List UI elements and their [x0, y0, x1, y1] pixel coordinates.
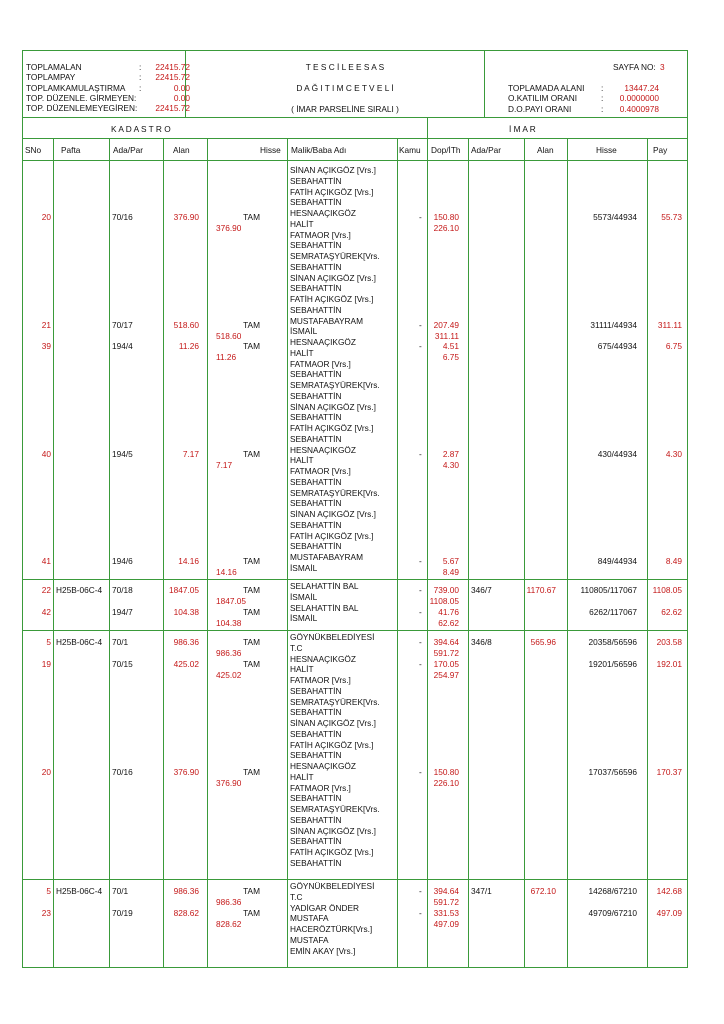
- owner-name: GÖYNÜKBELEDİYESİ: [290, 881, 375, 891]
- owner-name: SEBAHATTİN: [290, 498, 342, 509]
- column-header-10: Hisse: [596, 145, 617, 155]
- owner-name: SEBAHATTİN: [290, 793, 342, 804]
- row-hisse-area: 986.36: [216, 647, 242, 658]
- owner-name: MUSTAFA: [290, 913, 329, 924]
- row-imar-ada-par: 347/1: [471, 886, 492, 896]
- summary-colon: :: [139, 62, 142, 72]
- column-divider: [647, 138, 648, 967]
- section-divider: [23, 138, 687, 139]
- row-sno: 40: [41, 449, 51, 459]
- row-imar-alan: 1170.67: [526, 585, 556, 595]
- row-alan: 828.62: [173, 908, 199, 918]
- row-pafta: H25B-06C-4: [56, 585, 103, 595]
- owner-name: SEBAHATTİN: [290, 728, 342, 739]
- row-pay: 192.01: [656, 659, 682, 669]
- owner-name: HALİT: [290, 771, 314, 782]
- row-imar-ada-par: 346/7: [471, 585, 492, 595]
- row-alan: 986.36: [173, 886, 199, 896]
- owner-name: SEBAHATTİN: [290, 240, 342, 251]
- row-hisse-area: 425.02: [216, 669, 242, 680]
- column-divider: [53, 138, 54, 967]
- row-pay: 311.11: [657, 320, 682, 330]
- row-dop: 41.76: [438, 607, 459, 617]
- column-divider: [427, 117, 428, 967]
- row-kamu: -: [419, 767, 422, 777]
- row-dop: 207.49: [433, 320, 459, 330]
- owner-name: FATİH AÇIKGÖZ [Vrs.]: [290, 530, 374, 541]
- owner-name: SİNAN AÇIKGÖZ [Vrs.]: [290, 401, 376, 412]
- row-hisse-area: 828.62: [216, 918, 242, 929]
- row-imar-hisse: 6262/117067: [589, 607, 637, 617]
- row-sno: 41: [41, 556, 51, 566]
- document-order-note: ( İMAR PARSELİNE SIRALI ): [291, 104, 399, 114]
- column-header-0: SNo: [25, 145, 42, 155]
- row-pay: 8.49: [665, 556, 682, 566]
- row-hisse: TAM: [243, 767, 260, 777]
- row-imar-hisse: 430/44934: [597, 449, 637, 459]
- column-divider: [397, 138, 398, 967]
- document-title: T E S C İ L E E S A S: [305, 62, 385, 72]
- row-imar-hisse: 17037/56596: [588, 767, 637, 777]
- column-divider: [524, 138, 525, 967]
- row-dop: 2.87: [442, 449, 459, 459]
- owner-name: SEBAHATTİN: [290, 519, 342, 530]
- summary-value: 22415.72: [155, 103, 190, 114]
- row-ith: 311.11: [434, 330, 459, 341]
- row-dop: 150.80: [433, 767, 459, 777]
- right-summary-label: O.KATILIM ORANI: [508, 93, 577, 104]
- row-alan: 376.90: [173, 212, 199, 222]
- row-ith: 62.62: [438, 617, 459, 628]
- owner-name: SİNAN AÇIKGÖZ [Vrs.]: [290, 509, 376, 519]
- owner-name: SİNAN AÇIKGÖZ [Vrs.]: [290, 825, 376, 836]
- owner-name: FATMAOR [Vrs.]: [290, 782, 351, 793]
- row-kamu: -: [419, 585, 422, 595]
- owner-name: HESNAAÇIKGÖZ: [290, 444, 356, 455]
- header-divider: [23, 117, 687, 118]
- row-sno: 39: [41, 341, 51, 351]
- row-alan: 14.16: [178, 556, 199, 566]
- column-divider: [109, 138, 110, 967]
- owner-name: SEBAHATTİN: [290, 685, 342, 696]
- column-header-divider: [23, 160, 687, 161]
- row-ith: 226.10: [433, 222, 459, 233]
- right-summary-value: 13447.24: [624, 83, 659, 93]
- row-kamu: -: [419, 637, 422, 647]
- row-hisse-area: 104.38: [216, 617, 242, 628]
- row-ith: 591.72: [433, 647, 459, 658]
- summary-label: TOP. DÜZENLEMEYEGİREN:: [26, 103, 138, 114]
- owner-name: SEBAHATTİN: [290, 261, 342, 272]
- row-dop: 150.80: [433, 212, 459, 222]
- summary-colon: :: [139, 82, 142, 93]
- owner-name: SEMRATAŞYÜREK[Vrs.: [290, 251, 380, 261]
- row-hisse-area: 376.90: [216, 777, 242, 788]
- page-number-label: SAYFA NO:: [613, 62, 656, 72]
- row-kamu: -: [419, 659, 422, 669]
- row-sno: 20: [41, 212, 51, 222]
- row-ada-par: 70/1: [112, 886, 129, 896]
- owner-name: İSMAİL: [290, 562, 318, 573]
- row-sno: 5: [46, 637, 51, 647]
- page-number: 3: [660, 62, 665, 72]
- row-hisse: TAM: [243, 449, 260, 459]
- owner-name: HESNAAÇIKGÖZ: [290, 653, 356, 664]
- row-kamu: -: [419, 320, 422, 330]
- row-kamu: -: [419, 341, 422, 351]
- column-header-1: Pafta: [61, 145, 81, 155]
- owner-name: SEBAHATTİN: [290, 750, 342, 761]
- row-ada-par: 70/19: [112, 908, 133, 918]
- owner-name: SEBAHATTİN: [290, 541, 342, 552]
- row-hisse: TAM: [243, 886, 260, 896]
- owner-name: HESNAAÇIKGÖZ: [290, 337, 356, 347]
- owner-name: SELAHATTİN BAL: [290, 602, 359, 613]
- row-sno: 19: [41, 659, 51, 669]
- row-imar-hisse: 14268/67210: [588, 886, 637, 896]
- owner-name: SEBAHATTİN: [290, 369, 342, 380]
- row-hisse: TAM: [243, 212, 260, 222]
- owner-name: YADİGAR ÖNDER: [290, 902, 359, 913]
- row-ith: 497.09: [433, 918, 459, 929]
- row-imar-hisse: 5573/44934: [593, 212, 637, 222]
- owner-name: FATMAOR [Vrs.]: [290, 229, 351, 240]
- summary-value: 22415.72: [155, 72, 190, 83]
- summary-value: 0.00: [173, 92, 190, 103]
- summary-value: 22415.72: [155, 62, 190, 72]
- column-divider: [567, 138, 568, 967]
- row-dop: 5.67: [442, 556, 459, 566]
- column-header-2: Ada/Par: [113, 145, 143, 155]
- row-hisse: TAM: [243, 556, 260, 566]
- row-ada-par: 70/16: [112, 767, 133, 777]
- row-pay: 497.09: [656, 908, 682, 918]
- summary-value: 0.00: [173, 82, 190, 93]
- row-imar-hisse: 49709/67210: [588, 908, 637, 918]
- row-ada-par: 70/1: [112, 637, 129, 647]
- row-ada-par: 70/18: [112, 585, 133, 595]
- row-dop: 4.51: [442, 341, 459, 351]
- column-header-8: Ada/Par: [471, 145, 501, 155]
- row-sno: 21: [41, 320, 51, 330]
- row-pay: 203.58: [656, 637, 682, 647]
- owner-name: EMİN AKAY [Vrs.]: [290, 945, 356, 956]
- row-hisse-area: 14.16: [216, 566, 237, 577]
- owner-name: SEBAHATTİN: [290, 304, 342, 315]
- row-ith: 6.75: [442, 351, 459, 362]
- owner-name: SEBAHATTİN: [290, 707, 342, 718]
- row-hisse-area: 376.90: [216, 222, 242, 233]
- row-hisse-area: 7.17: [216, 459, 233, 470]
- row-hisse: TAM: [243, 585, 260, 595]
- row-imar-hisse: 675/44934: [597, 341, 637, 351]
- row-pafta: H25B-06C-4: [56, 886, 103, 896]
- row-imar-hisse: 20358/56596: [588, 637, 637, 647]
- right-summary-colon: :: [601, 93, 604, 104]
- row-alan: 425.02: [173, 659, 199, 669]
- row-imar-hisse: 849/44934: [597, 556, 637, 566]
- row-hisse: TAM: [243, 908, 260, 918]
- row-pafta: H25B-06C-4: [56, 637, 103, 647]
- row-ith: 4.30: [442, 459, 459, 470]
- owner-name: MUSTAFABAYRAM: [290, 315, 363, 326]
- right-summary-value: 0.0000000: [619, 93, 659, 104]
- column-header-11: Pay: [653, 145, 668, 155]
- owner-name: SEBAHATTİN: [290, 175, 342, 186]
- section-imar: İ M A R: [509, 124, 536, 134]
- row-ada-par: 194/5: [112, 449, 133, 459]
- owner-name: SEBAHATTİN: [290, 857, 342, 868]
- group-divider: [23, 579, 687, 580]
- row-imar-alan: 672.10: [530, 886, 556, 896]
- row-ada-par: 194/7: [112, 607, 133, 617]
- row-sno: 22: [41, 585, 51, 595]
- row-sno: 5: [46, 886, 51, 896]
- owner-name: FATMAOR [Vrs.]: [290, 675, 351, 685]
- row-pay: 6.75: [665, 341, 682, 351]
- summary-colon: :: [139, 72, 142, 83]
- owner-name: HACERÖZTÜRK[Vrs.]: [290, 924, 373, 934]
- row-pay: 1108.05: [652, 585, 682, 595]
- row-alan: 986.36: [173, 637, 199, 647]
- column-header-6: Kamu: [399, 145, 421, 155]
- right-summary-value: 0.4000978: [619, 103, 659, 114]
- owner-name: SEBAHATTİN: [290, 433, 342, 444]
- row-imar-hisse: 31111/44934: [590, 320, 637, 330]
- row-hisse-area: 1847.05: [216, 595, 246, 606]
- section-kadastro: K A D A S T R O: [111, 124, 171, 134]
- row-sno: 20: [41, 767, 51, 777]
- row-kamu: -: [419, 886, 422, 896]
- owner-name: SEBAHATTİN: [290, 814, 342, 825]
- owner-name: SİNAN AÇIKGÖZ [Vrs.]: [290, 718, 376, 728]
- owner-name: HALİT: [290, 347, 314, 358]
- owner-name: SEMRATAŞYÜREK[Vrs.: [290, 804, 380, 814]
- document-subtitle: D A Ğ I T I M C E T V E L İ: [296, 83, 394, 93]
- row-ada-par: 70/17: [112, 320, 133, 330]
- owner-name: İSMAİL: [290, 613, 318, 624]
- column-divider: [207, 138, 208, 967]
- owner-name: HESNAAÇIKGÖZ: [290, 208, 356, 218]
- owner-name: İSMAİL: [290, 326, 318, 337]
- row-hisse: TAM: [243, 320, 260, 330]
- row-hisse: TAM: [243, 659, 260, 669]
- row-kamu: -: [419, 607, 422, 617]
- row-ada-par: 70/15: [112, 659, 133, 669]
- owner-name: SEBAHATTİN: [290, 476, 342, 487]
- row-ada-par: 194/4: [112, 341, 133, 351]
- owner-name: SELAHATTİN BAL: [290, 581, 359, 591]
- row-sno: 42: [41, 607, 51, 617]
- header-separator-right: [484, 51, 485, 117]
- owner-name: HALİT: [290, 455, 314, 466]
- column-header-9: Alan: [537, 145, 554, 155]
- row-alan: 376.90: [173, 767, 199, 777]
- row-ith: 254.97: [433, 669, 459, 680]
- owner-name: SİNAN AÇIKGÖZ [Vrs.]: [290, 272, 376, 283]
- row-imar-ada-par: 346/8: [471, 637, 492, 647]
- right-summary-colon: :: [601, 83, 604, 93]
- owner-name: FATİH AÇIKGÖZ [Vrs.]: [290, 423, 374, 433]
- row-imar-alan: 565.96: [530, 637, 556, 647]
- owner-name: FATİH AÇIKGÖZ [Vrs.]: [290, 739, 374, 750]
- row-pay: 170.37: [656, 767, 682, 777]
- row-imar-hisse: 110805/117067: [580, 585, 637, 595]
- row-imar-hisse: 19201/56596: [588, 659, 637, 669]
- row-hisse-area: 986.36: [216, 896, 242, 907]
- owner-name: FATMAOR [Vrs.]: [290, 358, 351, 369]
- row-alan: 11.26: [178, 341, 199, 351]
- owner-name: HESNAAÇIKGÖZ: [290, 761, 356, 771]
- owner-name: FATİH AÇIKGÖZ [Vrs.]: [290, 847, 374, 857]
- row-ada-par: 70/16: [112, 212, 133, 222]
- header-separator-left: [185, 51, 186, 117]
- owner-name: SEBAHATTİN: [290, 412, 342, 423]
- owner-name: SİNAN AÇIKGÖZ [Vrs.]: [290, 165, 376, 175]
- right-summary-colon: :: [601, 103, 604, 114]
- owner-name: SEBAHATTİN: [290, 390, 342, 401]
- summary-label: TOPLAMKAMULAŞTIRMA: [26, 82, 126, 93]
- summary-label: TOPLAMALAN: [26, 62, 82, 72]
- owner-name: SEMRATAŞYÜREK[Vrs.: [290, 380, 380, 390]
- row-kamu: -: [419, 212, 422, 222]
- owner-name: SEBAHATTİN: [290, 836, 342, 847]
- owner-name: MUSTAFABAYRAM: [290, 552, 363, 562]
- row-pay: 55.73: [661, 212, 682, 222]
- row-dop: 394.64: [433, 637, 459, 647]
- owner-name: SEBAHATTİN: [290, 283, 342, 294]
- row-hisse-area: 518.60: [216, 330, 242, 341]
- row-ith: 226.10: [433, 777, 459, 788]
- row-sno: 23: [41, 908, 51, 918]
- column-header-7: Dop/İTh: [431, 145, 461, 155]
- group-divider: [23, 879, 687, 880]
- row-ith: 591.72: [433, 896, 459, 907]
- owner-name: HALİT: [290, 664, 314, 675]
- owner-name: HALİT: [290, 218, 314, 229]
- column-header-4: Hisse: [260, 145, 281, 155]
- row-hisse-area: 11.26: [216, 351, 237, 362]
- document-frame: [22, 50, 688, 968]
- row-alan: 1847.05: [169, 585, 199, 595]
- owner-name: FATMAOR [Vrs.]: [290, 466, 351, 476]
- row-dop: 331.53: [433, 908, 459, 918]
- column-divider: [287, 138, 288, 967]
- owner-name: T.C: [290, 891, 303, 902]
- row-hisse: TAM: [243, 607, 260, 617]
- row-ada-par: 194/6: [112, 556, 133, 566]
- column-header-3: Alan: [173, 145, 190, 155]
- row-pay: 62.62: [661, 607, 682, 617]
- summary-label: TOPLAMPAY: [26, 72, 76, 83]
- owner-name: SEBAHATTİN: [290, 197, 342, 208]
- row-ith: 8.49: [442, 566, 459, 577]
- group-divider: [23, 630, 687, 631]
- header-block: [23, 51, 687, 115]
- column-header-5: Malik/Baba Adı: [291, 145, 347, 155]
- row-dop: 170.05: [433, 659, 459, 669]
- row-dop: 739.00: [433, 585, 459, 595]
- row-kamu: -: [419, 908, 422, 918]
- owner-name: SEMRATAŞYÜREK[Vrs.: [290, 487, 380, 498]
- owner-name: MUSTAFA: [290, 934, 329, 945]
- owner-name: T.C: [290, 642, 303, 653]
- row-kamu: -: [419, 556, 422, 566]
- row-pay: 4.30: [665, 449, 682, 459]
- summary-label: TOP. DÜZENLE. GİRMEYEN:: [26, 92, 137, 103]
- row-alan: 518.60: [173, 320, 199, 330]
- row-hisse: TAM: [243, 341, 260, 351]
- owner-name: FATİH AÇIKGÖZ [Vrs.]: [290, 294, 374, 304]
- row-pay: 142.68: [656, 886, 682, 896]
- row-kamu: -: [419, 449, 422, 459]
- row-dop: 394.64: [433, 886, 459, 896]
- owner-name: GÖYNÜKBELEDİYESİ: [290, 632, 375, 642]
- right-summary-label: TOPLAMADA ALANI: [508, 83, 585, 93]
- column-divider: [468, 138, 469, 967]
- row-hisse: TAM: [243, 637, 260, 647]
- row-ith: 1108.05: [429, 595, 459, 606]
- row-alan: 104.38: [173, 607, 199, 617]
- owner-name: FATİH AÇIKGÖZ [Vrs.]: [290, 186, 374, 197]
- right-summary-label: D.O.PAYI ORANI: [508, 103, 572, 114]
- row-alan: 7.17: [182, 449, 199, 459]
- column-divider: [163, 138, 164, 967]
- owner-name: SEMRATAŞYÜREK[Vrs.: [290, 696, 380, 707]
- owner-name: İSMAİL: [290, 591, 318, 602]
